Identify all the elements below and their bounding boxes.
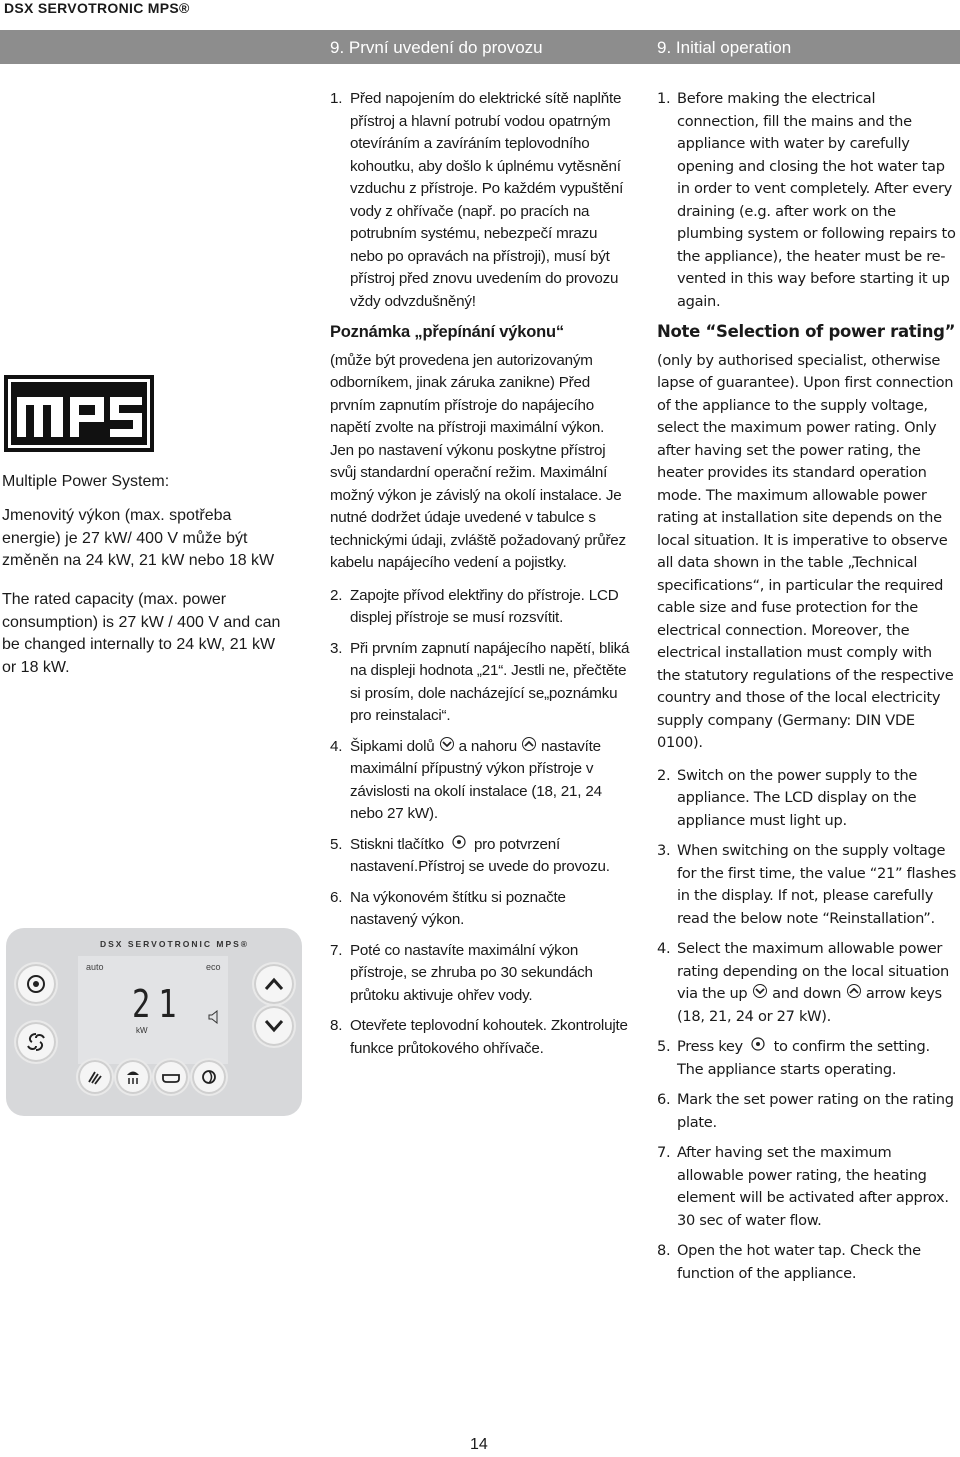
preset-hand-button[interactable] (78, 1060, 112, 1094)
step-text: a nahoru (458, 737, 517, 755)
en-step-1 (657, 88, 957, 313)
en-step-5 (657, 1036, 957, 1081)
step-text: Before making the electrical connection, fill the mains and the appliance with water by carefully opening and closing the hot water tap in order to vent completely. After every draining (e.g. after work on the plumbing system or following repairs to the appliance), the heater must be re-vented in this way before starting it up again. (677, 90, 956, 310)
step-number: 1. (330, 90, 343, 107)
step-number: 3. (657, 842, 671, 859)
step-text: Před napojením do elektrické sítě naplňte přístroj a hlavní potrubí vodou opatrným otevíráním a zavíráním teplovodního kohoutku, aby došlo k úplnému vytěsnění vzduchu z přístroje. Po každém vypuštění vody z ohřívače (např. po pracích na potrubním systému, nebezpečí mrazu nebo po opravách na přístroji), musí být přístroj před znovu uvedením do provozu vždy odvzdušněný! (350, 90, 624, 310)
brand-title: DSX SERVOTRONIC MPS® (4, 0, 190, 16)
step-text: arrow keys (18, 21, 24 or 27 kW). (677, 985, 942, 1025)
en-step-4 (657, 938, 957, 1028)
cz-step-2 (330, 585, 630, 630)
step-number: 4. (657, 940, 671, 957)
sidebar-heading: Multiple Power System: (2, 473, 170, 490)
shower-icon (124, 1068, 142, 1086)
step-text: Mark the set power rating on the rating plate. (677, 1091, 954, 1131)
step-text: Select the maximum allowable power rating depending on the local situation via the up (677, 940, 949, 1002)
chevron-up-icon (521, 737, 537, 751)
bathtub-icon (161, 1069, 181, 1085)
en-note-body: (only by authorised specialist, otherwise lapse of guarantee). Upon first connection of the appliance to the supply voltage, select the maximum power rating. Only after having set the power rating, the heater provides its standard operation mode. The maximum allowable power rating at installation site depends on the local situation. It is imperative to observe all data shown in the table „Technical specifications“, in particular the required cable size and fuse protection for the electrical connection. Moreover, the electrical installation must comply with the statutory regulations of the respective country and those of the local electricity supply company (Germany: DIN VDE 0100). (657, 351, 954, 751)
step-text: Na výkonovém štítku si poznačte nastavený výkon. (350, 888, 566, 928)
step-number: 4. (330, 737, 343, 755)
step-number: 7. (657, 1144, 671, 1161)
preset-bath-button[interactable] (154, 1060, 188, 1094)
step-text: Při prvním zapnutí napájecího napětí, bliká na displeji hodnota „21“. Jestli ne, přečtěte si prosím, dole nacházející se„poznámku pro reinstalaci“. (350, 639, 630, 724)
display-value: 21 (132, 982, 185, 1026)
en-step-2 (657, 765, 957, 833)
step-text: Otevřete teplovodní kohoutek. Zkontrolujte funkce průtokového ohřívače. (350, 1017, 628, 1057)
section-title-cz: 9. První uvedení do provozu (330, 38, 543, 57)
display-eco-label: eco (206, 962, 221, 972)
target-icon (747, 1037, 769, 1051)
cz-step-5 (330, 834, 630, 879)
chevron-up-icon (846, 984, 862, 998)
step-text: and down (772, 985, 842, 1002)
step-text: When switching on the supply voltage for the first time, the value “21” flashes in the display. If not, please carefully read the below note “Reinstallation”. (677, 842, 957, 927)
up-button[interactable] (254, 964, 294, 1004)
cz-step-8 (330, 1015, 630, 1060)
en-note-title: Note “Selection of power rating” (657, 322, 956, 341)
step-number: 5. (330, 835, 343, 853)
down-button[interactable] (254, 1006, 294, 1046)
step-number: 7. (330, 941, 343, 959)
cz-step-3 (330, 638, 630, 728)
mode-button[interactable] (16, 1022, 56, 1062)
step-number: 8. (657, 1242, 671, 1259)
section-title-en: 9. Initial operation (657, 38, 792, 57)
step-text: Switch on the power supply to the appliance. The LCD display on the appliance must light up. (677, 766, 918, 829)
step-number: 6. (330, 888, 343, 906)
step-number: 2. (657, 766, 671, 784)
sidebar-text-cz: Jmenovitý výkon (max. spotřeba energie) je 27 kW/ 400 V může být změněn na 24 kW, 21 kW nebo 18 kW (2, 507, 275, 569)
step-text: nastavíte maximální přípustný výkon přístroje v závislosti na okolí instalace (18, 21, 24 nebo 27 kW). (350, 737, 602, 822)
target-icon (448, 835, 470, 849)
en-step-8 (657, 1240, 957, 1285)
speaker-icon (208, 1010, 220, 1024)
column-english (657, 88, 957, 1293)
step-number: 3. (330, 639, 343, 657)
lcd-display (78, 956, 228, 1064)
target-icon (26, 974, 46, 994)
chevron-down-icon (439, 737, 455, 751)
step-text: Šipkami dolů (350, 737, 435, 755)
display-unit: kW (136, 1026, 148, 1035)
section-header (0, 30, 960, 64)
step-text: Press key (677, 1038, 743, 1055)
step-number: 5. (657, 1038, 671, 1055)
step-text: Zapojte přívod elektřiny do přístroje. LCD displej přístroje se musí rozsvítit. (350, 586, 619, 626)
preset-eco-button[interactable] (192, 1060, 226, 1094)
cz-step-7 (330, 940, 630, 1008)
step-number: 6. (657, 1091, 671, 1108)
step-number: 2. (330, 586, 343, 604)
cz-step-1 (330, 88, 630, 313)
step-number: 1. (657, 90, 671, 107)
step-text: Open the hot water tap. Check the function of the appliance. (677, 1242, 921, 1282)
step-text: pro potvrzení nastavení.Přístroj se uvede do provozu. (350, 835, 610, 875)
mps-logo (4, 375, 154, 452)
cz-step-4 (330, 736, 630, 826)
chevron-up-icon (263, 976, 285, 992)
step-number: 8. (330, 1017, 343, 1034)
step-text: Poté co nastavíte maximální výkon přístroje, se zhruba po 30 sekundách průtoku aktivuje ohřev vody. (350, 941, 593, 1004)
chevron-down-icon (752, 984, 768, 998)
chevron-down-icon (263, 1018, 285, 1034)
page-number: 14 (470, 1436, 488, 1453)
step-text: to confirm the setting. The appliance starts operating. (677, 1038, 930, 1078)
column-czech (330, 88, 630, 1068)
swirl-small-icon (200, 1068, 218, 1086)
en-step-3 (657, 840, 957, 930)
cz-note-body: (může být provedena jen autorizovaným odborníkem, jinak záruka zanikne) Před prvním zapnutím přístroje do napájecího napětí zvolte na přístroji maximální výkon. Jen po nastavení výkonu poskytne přístroj svůj standardní operační režim. Maximální možný výkon je závislý na okolí instalace. Je nutné dodržet údaje uvedené v tabulce s technickými údaji, zvláště požadovaný průřez kabelu napájecího vedení a pojistky. (330, 351, 626, 571)
en-step-7 (657, 1142, 957, 1232)
set-button[interactable] (16, 964, 56, 1004)
cz-step-6 (330, 887, 630, 932)
panel-title: DSX SERVOTRONIC MPS® (100, 939, 250, 949)
step-text: After having set the maximum allowable power rating, the heating element will be activated after approx. 30 sec of water flow. (677, 1144, 949, 1229)
cz-note-title: Poznámka „přepínání výkonu“ (330, 323, 564, 341)
hand-wash-icon (86, 1068, 104, 1086)
preset-shower-button[interactable] (116, 1060, 150, 1094)
display-auto-label: auto (86, 962, 104, 972)
swirl-icon (24, 1030, 48, 1054)
control-panel (6, 928, 302, 1116)
en-step-6 (657, 1089, 957, 1134)
step-text: Stiskni tlačítko (350, 835, 444, 853)
sidebar-text-en: The rated capacity (max. power consumption) is 27 kW / 400 V and can be changed internally to 24 kW, 21 kW or 18 kW. (2, 591, 281, 676)
